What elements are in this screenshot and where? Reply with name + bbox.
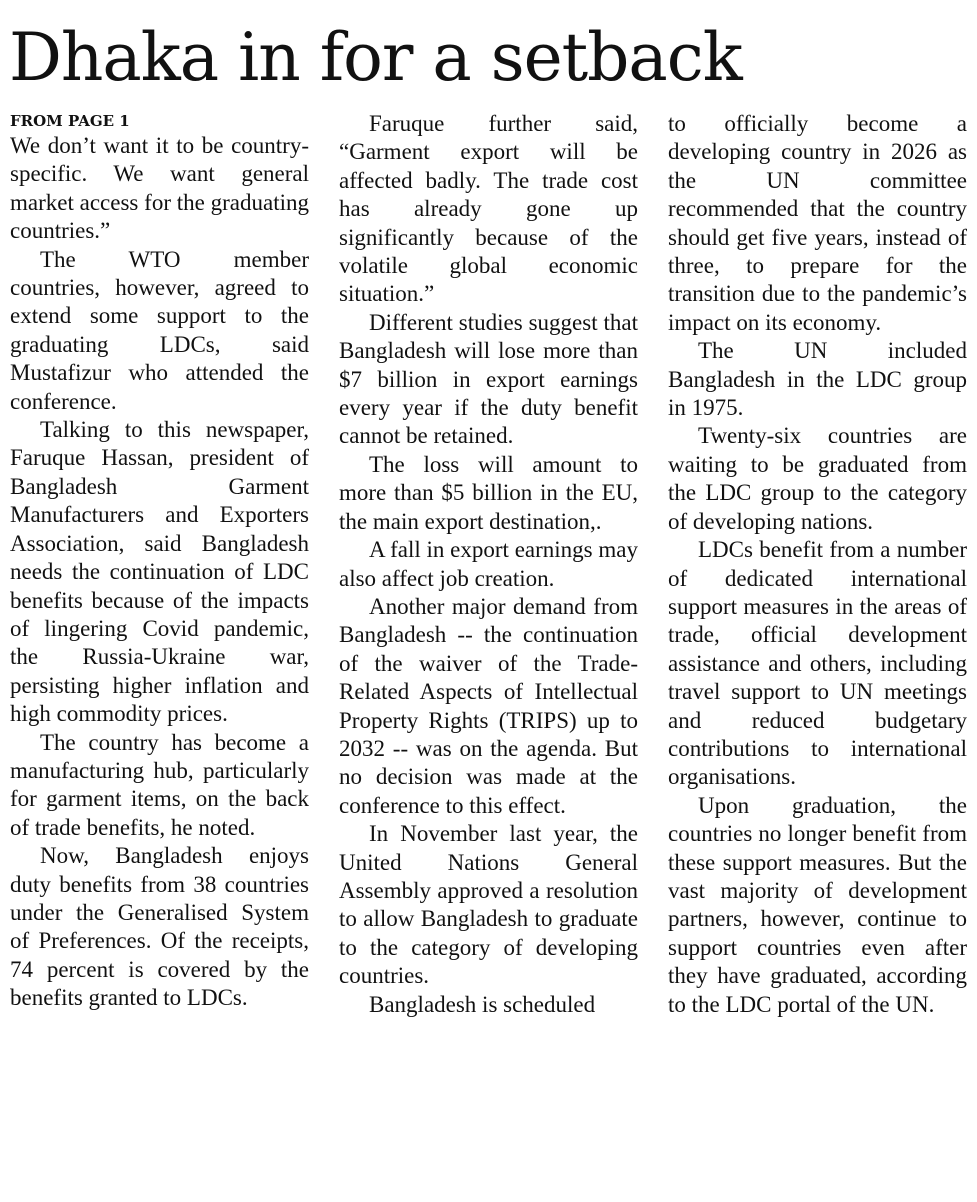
paragraph: The country has become a manufacturing hub, particularly for garment items, on the back of trade benefits, he noted. bbox=[10, 729, 309, 840]
paragraph: Now, Bangladesh enjoys duty benefits from 38 countries under the Generalised System of Preferences. Of the receipts, 74 percent is covered by the benefits granted to LDCs. bbox=[10, 843, 309, 1011]
paragraph: Different studies suggest that Bangladesh will lose more than $7 billion in export earnings every year if the duty benefit cannot be retained. bbox=[339, 309, 638, 449]
paragraph: Bangladesh is scheduled bbox=[369, 991, 596, 1017]
paragraph: We don’t want it to be country-specific. We want general market access for the graduating countries.” bbox=[10, 133, 309, 244]
paragraph: Another major demand from Bangladesh -- the continuation of the waiver of the Trade-Related Aspects of Intellectual Property Rights (TRIPS) up to 2032 -- was on the agenda. But no decision was made at the conference to this effect. bbox=[339, 593, 638, 818]
paragraph: In November last year, the United Nations General Assembly approved a resolution to allow Bangladesh to graduate to the category of developing countries. bbox=[339, 821, 638, 989]
paragraph: The WTO member countries, however, agreed to extend some support to the graduating LDCs, said Mustafizur who attended the conference. bbox=[10, 246, 309, 414]
paragraph: The UN included Bangladesh in the LDC group in 1975. bbox=[668, 338, 967, 421]
article-column-2 bbox=[339, 110, 638, 1190]
headline: Dhaka in for a setback bbox=[9, 19, 742, 96]
paragraph: The loss will amount to more than $5 billion in the EU, the main export destination,. bbox=[339, 451, 638, 534]
paragraph: A fall in export earnings may also affect job creation. bbox=[339, 537, 638, 591]
kicker: FROM PAGE 1 bbox=[10, 112, 130, 130]
paragraph: Talking to this newspaper, Faruque Hassan, president of Bangladesh Garment Manufacturers and Exporters Association, said Bangladesh needs the continuation of LDC benefits because of the impacts of lingering Covid pandemic, the Russia-Ukraine war, persisting higher inflation and high commodity prices. bbox=[10, 417, 309, 727]
article-column-1 bbox=[10, 110, 309, 1190]
paragraph: Faruque further said, “Garment export will be affected badly. The trade cost has already gone up significantly because of the volatile global economic situation.” bbox=[339, 111, 638, 307]
article-column-3 bbox=[668, 110, 967, 1190]
paragraph: LDCs benefit from a number of dedicated international support measures in the areas of trade, official development assistance and others, including travel support to UN meetings and reduced budgetary contributions to international organisations. bbox=[668, 537, 967, 790]
paragraph: Twenty-six countries are waiting to be graduated from the LDC group to the category of developing nations. bbox=[668, 423, 967, 534]
paragraph: Upon graduation, the countries no longer benefit from these support measures. But the vast majority of development partners, however, continue to support countries even after they have graduated, according to the LDC portal of the UN. bbox=[668, 792, 967, 1017]
paragraph: to officially become a developing country in 2026 as the UN committee recommended that the country should get five years, instead of three, to prepare for the transition due to the pandemic’s impact on its economy. bbox=[668, 111, 967, 335]
